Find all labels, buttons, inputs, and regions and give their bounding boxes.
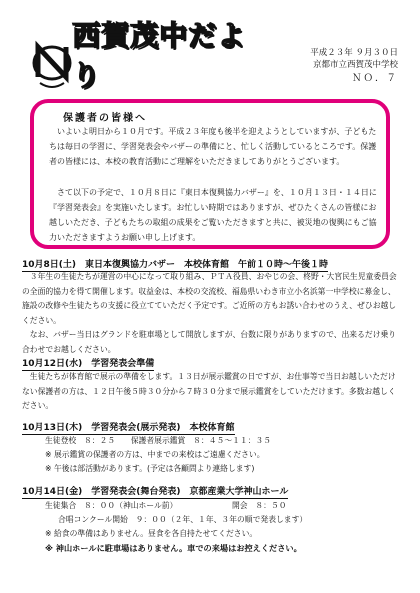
issue-number: ＮＯ．７ xyxy=(351,73,398,84)
school-logo-icon xyxy=(30,33,74,97)
exhibition-note-2: ※ 午後は部活動があります。(予定は各顧問より連絡します) xyxy=(45,464,255,473)
stage-note-2: ※ 神山ホールに駐車場はありません。車での来場はお控えください。 xyxy=(45,543,302,553)
section-bazaar-heading: 10月8日(土) 東日本復興協力バザー 本校体育館 午前１０時～午後１時 xyxy=(22,260,329,270)
stage-opening-time: 開会 ８：５０ xyxy=(232,501,287,510)
school-name: 京都市立西賀茂中学校 xyxy=(312,60,398,70)
section-preparation-heading: 10月12日(水) 学習発表会準備 xyxy=(22,359,155,369)
notice-box xyxy=(30,99,390,249)
stage-note-1: ※ 給食の準備はありません。昼食を各自持たせてください。 xyxy=(45,529,258,538)
notice-paragraph-1: いよいよ明日から１０月です。平成２３年度も後半を迎えようとしていますが、子どもたちは毎日の学習に、学習発表会やバザーの準備にと、忙しく活動しているところです。保護者の皆様には、本校の教育活動にご理解をいただきましてありがとうございます。 xyxy=(49,127,377,166)
section-bazaar-body: ３年生の生徒たちが運営の中心になって取り組み、ＰＴＡ役員、おやじの会、柊野・大宮民生児童委員会の全面的協力を得て開催します。収益金は、本校の交流校、福島県いわき市立小名浜第一中学校に募金し、施設の改修や生徒たちの支援に役立てていただく予定です。ご近所の方もお誘い合わせのうえ、ぜひお越しください。 なお、バザー当日はグランドを駐車場として開放しますが、台数に限りがありますので、出来るだけ乗り合わせでお越しください。 xyxy=(22,272,397,354)
section-exhibition-heading: 10月13日(木) 学習発表会(展示発表) 本校体育館 xyxy=(22,423,235,433)
stage-chorus-start: 合唱コンクール開始 ９：００（２年、１年、３年の順で発表します） xyxy=(58,515,308,524)
exhibition-note-1: ※ 展示鑑賞の保護者の方は、中までの来校はご遠慮ください。 xyxy=(45,450,265,459)
notice-paragraph-2: さて以下の予定で、１０月８日に『東日本復興協力バザー』を、１０月１３日・１４日に『学習発表会』を実施いたします。お忙しい時期ではありますが、ぜひたくさんの皆様にお越しいただき、子どもたちの取組の成果をご覧いただきますと共に、被災地の復興にもご協力いただきますようお願い申し上げます。 xyxy=(49,188,377,242)
notice-title: 保護者の皆様へ xyxy=(63,113,147,124)
section-stage-heading: 10月14日(金) 学習発表会(舞台発表) 京都産業大学神山ホール xyxy=(22,487,289,497)
exhibition-schedule: 生徒登校 ８：２５ 保護者展示鑑賞 ８：４５～１１：３５ xyxy=(45,436,272,445)
newsletter-title: 西賀茂中だより xyxy=(72,19,247,92)
stage-gather-time: 生徒集合 ８：００（神山ホール前） xyxy=(45,501,178,510)
section-preparation-body: 生徒たちが体育館で展示の準備をします。１３日が展示鑑賞の日ですが、お仕事等で当日お越しいただけない保護者の方は、１２日午後５時３０分から７時３０分まで展示鑑賞をしていただけます。多数お越しください。 xyxy=(22,372,396,410)
issue-date: 平成２３年 ９月３０日 xyxy=(310,48,398,58)
